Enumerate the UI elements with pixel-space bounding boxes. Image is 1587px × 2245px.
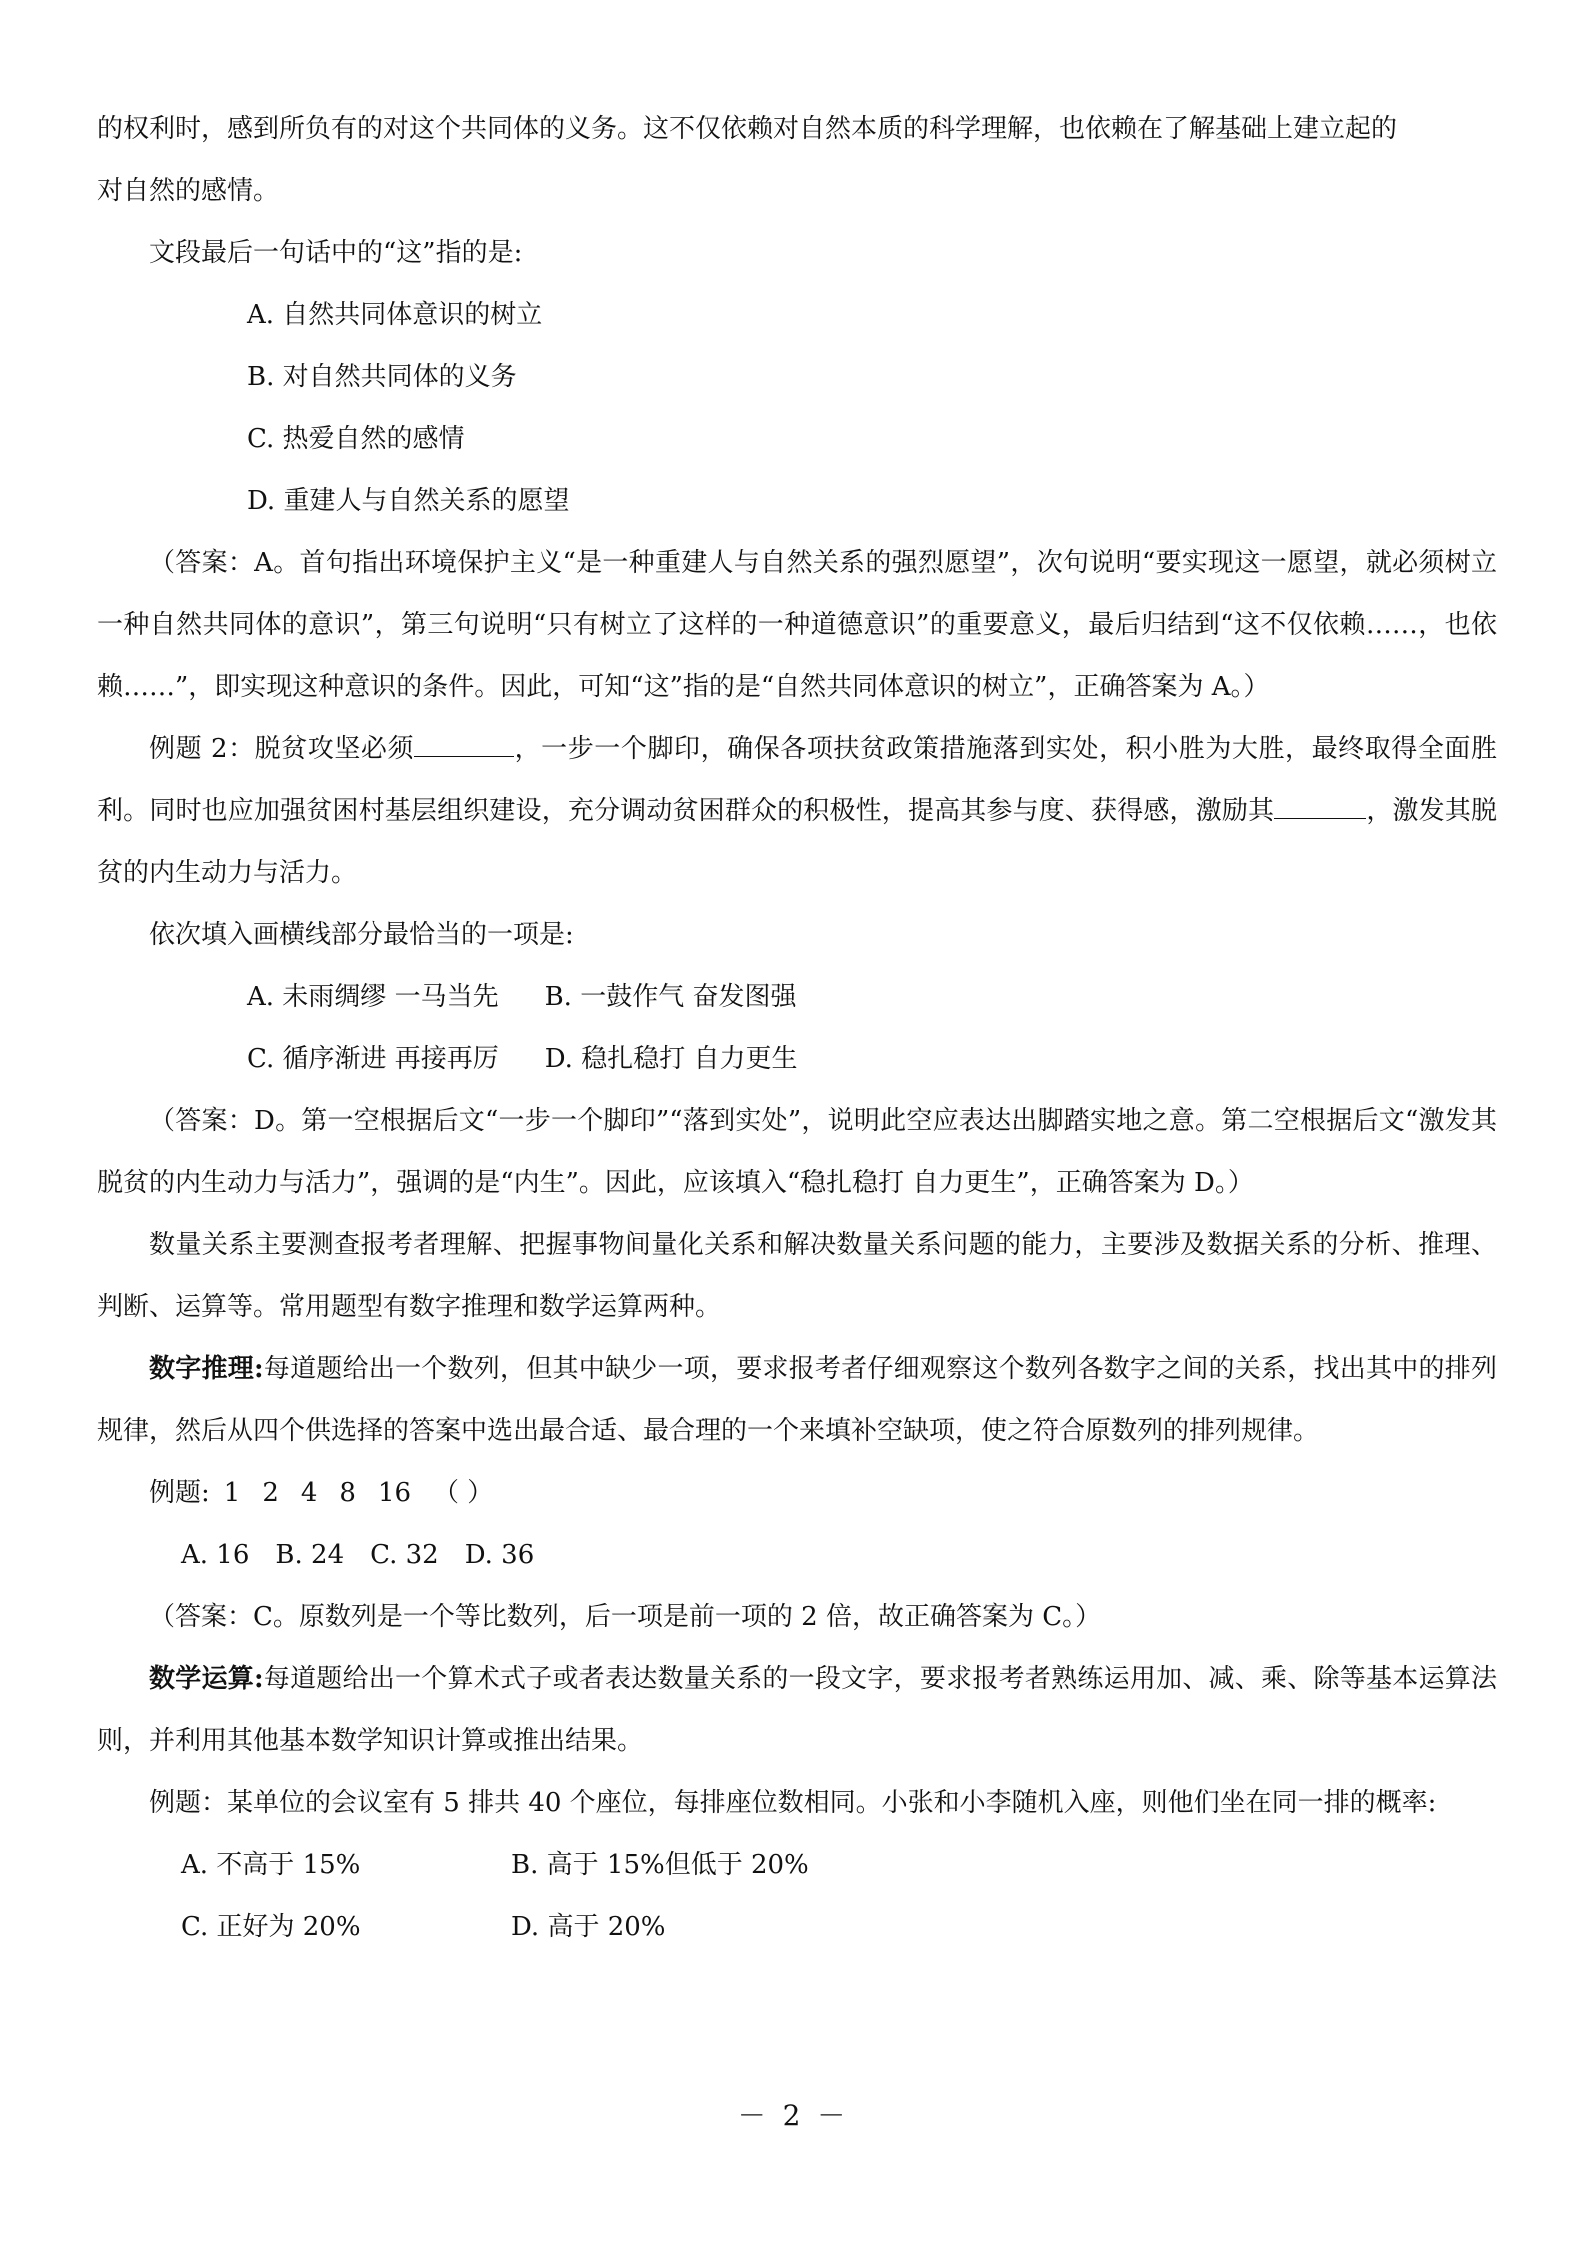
math-calc-section bbox=[97, 1648, 1497, 1772]
math-options-row-2 bbox=[97, 1896, 1497, 1958]
intro-line-1: 的权利时，感到所负有的对这个共同体的义务。这不仅依赖对自然本质的科学理解，也依赖在了解基础上建立起的 bbox=[97, 114, 1398, 144]
math-calc-desc: 每道题给出一个算术式子或者表达数量关系的一段文字，要求报考者熟练运用加、减、乘、除等基本运算法则，并利用其他基本数学知识计算或推出结果。 bbox=[97, 1664, 1497, 1756]
sequence-item: 16 bbox=[377, 1478, 412, 1508]
math-calc-title: 数学运算: bbox=[149, 1664, 264, 1694]
q2-stem bbox=[97, 718, 1497, 904]
math-calc-example: 例题：某单位的会议室有 5 排共 40 个座位，每排座位数相同。小张和小李随机入座，则他们坐在同一排的概率: bbox=[149, 1788, 1437, 1818]
num-reasoning-options bbox=[97, 1524, 1497, 1586]
num-reasoning-title: 数字推理: bbox=[149, 1354, 264, 1384]
sequence-item: 4 bbox=[300, 1478, 318, 1508]
q2-answer: （答案：D。第一空根据后文“一步一个脚印”“落到实处”，说明此空应表达出脚踏实地之意。第二空根据后文“激发其脱贫的内生动力与活力”，强调的是“内生”。因此，应该填入“稳扎稳打 自力更生”，正确答案为 D。） bbox=[97, 1106, 1497, 1198]
q1-answer: （答案：A。首句指出环境保护主义“是一种重建人与自然关系的强烈愿望”，次句说明“要实现这一愿望，就必须树立一种自然共同体的意识”，第三句说明“只有树立了这样的一种道德意识”的重要意义，最后归结到“这不仅依赖……，也依赖……”，即实现这种意识的条件。因此，可知“这”指的是“自然共同体意识的树立”，正确答案为 A。） bbox=[97, 548, 1497, 702]
intro-line-2: 对自然的感情。 bbox=[97, 176, 280, 206]
q2-option-d: D. 稳扎稳打 自力更生 bbox=[544, 1044, 798, 1074]
q1-stem: 文段最后一句话中的“这”指的是: bbox=[149, 238, 523, 268]
num-reasoning-example bbox=[97, 1462, 1497, 1524]
math-options-row-1 bbox=[97, 1834, 1497, 1896]
sequence-blank: （ ） bbox=[433, 1478, 494, 1508]
q2-options-row-2 bbox=[97, 1028, 1497, 1090]
q2-instruction: 依次填入画横线部分最恰当的一项是: bbox=[149, 920, 574, 950]
num-reasoning-desc: 每道题给出一个数列，但其中缺少一项，要求报考者仔细观察这个数列各数字之间的关系，找出其中的排列规律，然后从四个供选择的答案中选出最合适、最合理的一个来填补空缺项，使之符合原数列的排列规律。 bbox=[97, 1354, 1497, 1446]
q1-option-b: B. 对自然共同体的义务 bbox=[247, 362, 517, 392]
q2-stem-part3: ，激发其脱贫的内生动力与活力。 bbox=[97, 796, 1497, 888]
num-option-c: C. 32 bbox=[370, 1540, 439, 1570]
math-option-d: D. 高于 20% bbox=[511, 1912, 666, 1942]
num-reasoning-answer: （答案：C。原数列是一个等比数列，后一项是前一项的 2 倍，故正确答案为 C。） bbox=[149, 1602, 1102, 1632]
math-option-a: A. 不高于 15% bbox=[181, 1850, 361, 1880]
q2-stem-part1: 例题 2：脱贫攻坚必须 bbox=[149, 734, 415, 764]
q2-option-b: B. 一鼓作气 奋发图强 bbox=[544, 982, 797, 1012]
quant-intro: 数量关系主要测查报考者理解、把握事物间量化关系和解决数量关系问题的能力，主要涉及数据关系的分析、推理、判断、运算等。常用题型有数字推理和数学运算两种。 bbox=[97, 1230, 1497, 1322]
math-option-c: C. 正好为 20% bbox=[181, 1912, 361, 1942]
example-label: 例题: bbox=[149, 1478, 210, 1508]
fill-blank-1 bbox=[414, 730, 514, 757]
sequence-item: 1 bbox=[223, 1478, 241, 1508]
page-number: － 2 － bbox=[737, 2099, 850, 2132]
q2-stem-part2: ，一步一个脚印，确保各项扶贫政策措施落到实处，积小胜为大胜，最终取得全面胜利。同时也应加强贫困村基层组织建设，充分调动贫困群众的积极性，提高其参与度、获得感，激励其 bbox=[97, 734, 1497, 826]
q1-option-d: D. 重建人与自然关系的愿望 bbox=[247, 486, 570, 516]
sequence-item: 2 bbox=[262, 1478, 279, 1508]
document-page bbox=[97, 98, 1497, 1958]
num-option-b: B. 24 bbox=[275, 1540, 345, 1570]
sequence-item: 8 bbox=[339, 1478, 356, 1508]
q1-option-c: C. 热爱自然的感情 bbox=[247, 424, 465, 454]
q2-option-c: C. 循序渐进 再接再厉 bbox=[247, 1044, 499, 1074]
fill-blank-2 bbox=[1274, 792, 1366, 819]
num-reasoning-section bbox=[97, 1338, 1497, 1462]
num-option-a: A. 16 bbox=[181, 1540, 250, 1570]
q2-options-row-1 bbox=[97, 966, 1497, 1028]
num-option-d: D. 36 bbox=[464, 1540, 535, 1570]
math-option-b: B. 高于 15%但低于 20% bbox=[511, 1850, 809, 1880]
q2-option-a: A. 未雨绸缪 一马当先 bbox=[247, 982, 499, 1012]
q1-option-a: A. 自然共同体意识的树立 bbox=[247, 300, 543, 330]
